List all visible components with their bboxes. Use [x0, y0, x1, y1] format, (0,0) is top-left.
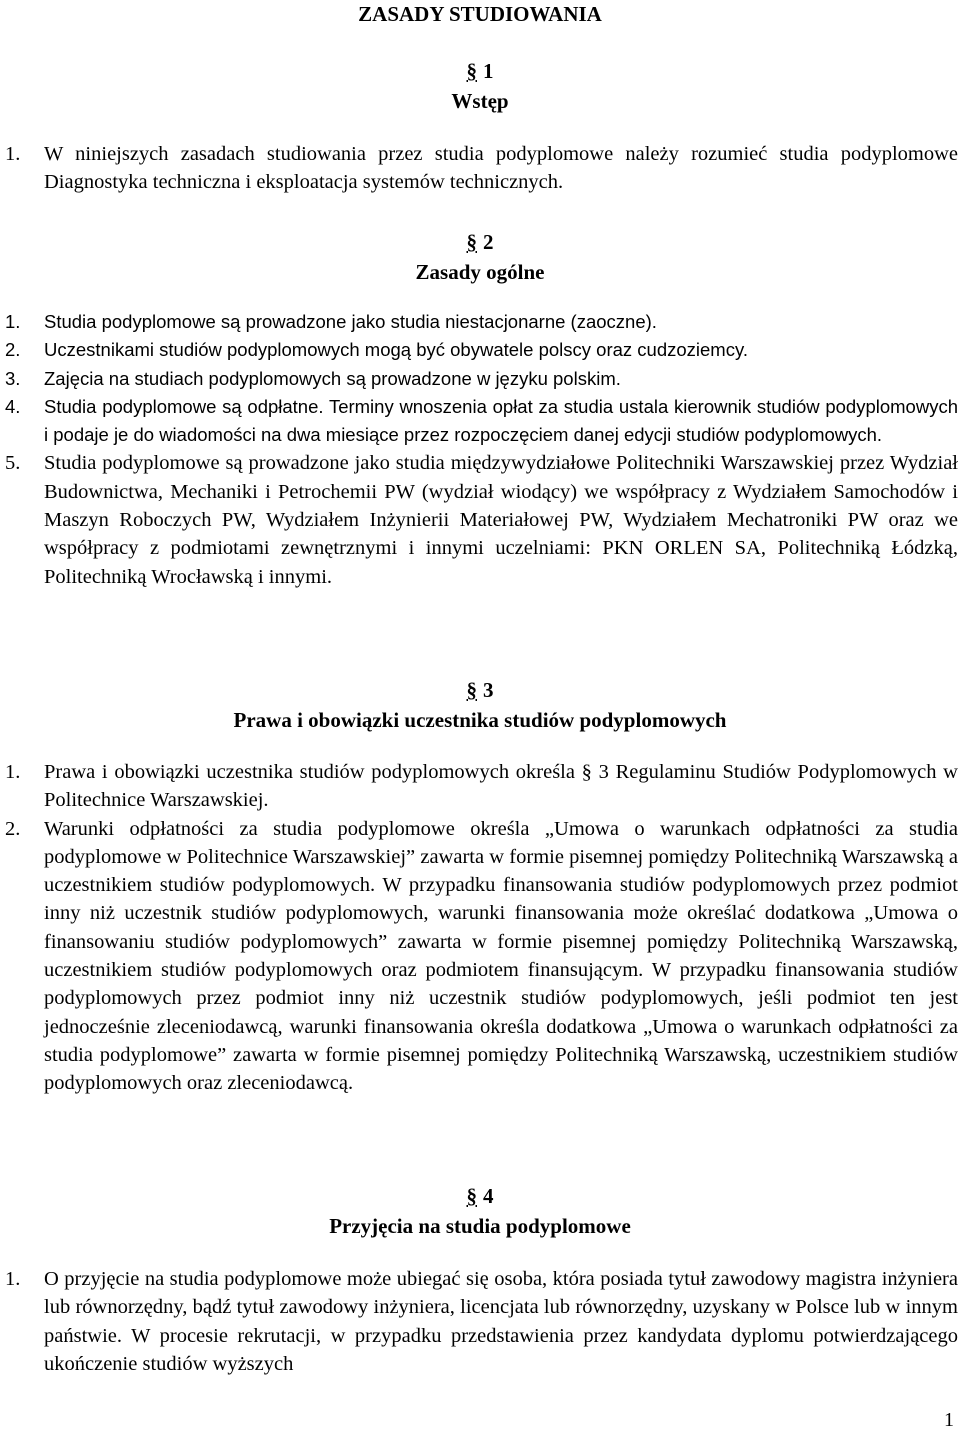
- list-item: [5, 365, 958, 393]
- item-number: 4.: [5, 395, 21, 417]
- page-number: 1: [944, 1408, 954, 1431]
- item-number: 1.: [5, 143, 21, 165]
- item-text: Studia podyplomowe są prowadzone jako studia niestacjonarne (zaoczne).: [44, 311, 657, 332]
- item-text: Uczestnikami studiów podyplomowych mogą być obywatele polscy oraz cudzoziemcy.: [44, 339, 748, 361]
- section-3-header: [0, 675, 960, 735]
- item-text: Studia podyplomowe są odpłatne. Terminy wnoszenia opłat za studia ustala kierownik studiów podyplomowych i podaje je do wiadomości na dwa miesiące przez rozpoczęciem danej edycji studiów podyplomowych.: [44, 395, 958, 446]
- item-text: W niniejszych zasadach studiowania przez studia podyplomowe należy rozumieć studia podyplomowe Diagnostyka techniczna i eksploatacja systemów technicznych.: [44, 143, 958, 194]
- item-number: 5.: [5, 452, 21, 475]
- item-number: 1.: [5, 1268, 21, 1290]
- list-item: [5, 1265, 958, 1378]
- item-number: 1.: [5, 761, 21, 783]
- item-number: 2.: [5, 817, 21, 840]
- section-1-list: [5, 140, 958, 197]
- section-2-heading: Zasady ogólne: [415, 260, 545, 284]
- section-3-list: [5, 758, 958, 1098]
- item-number: 3.: [5, 367, 21, 389]
- list-item: [5, 393, 958, 450]
- section-4-heading: Przyjęcia na studia podyplomowe: [329, 1214, 631, 1238]
- section-4-number: § 4: [466, 1184, 494, 1208]
- section-sign: §: [466, 678, 477, 702]
- section-1-heading: Wstęp: [451, 89, 509, 113]
- item-text: Zajęcia na studiach podyplomowych są prowadzone w języku polskim.: [44, 367, 621, 389]
- section-3-heading: Prawa i obowiązki uczestnika studiów podyplomowych: [233, 708, 727, 732]
- item-number: 1.: [5, 311, 21, 332]
- list-item: [5, 308, 958, 336]
- section-3-number: § 3: [466, 678, 494, 702]
- list-item: [5, 758, 958, 815]
- section-sign: §: [466, 230, 477, 254]
- item-text: O przyjęcie na studia podyplomowe może ubiegać się osoba, która posiada tytuł zawodowy magistra inżyniera lub równorzędny, bądź tytuł zawodowy inżyniera, licencjata lub równorzędny, uzyskany w Polsce lub w innym państwie. W procesie rekrutacji, w przypadku przedstawienia przez kandydata dyplomu potwierdzającego ukończenie studiów wyższych: [44, 1268, 958, 1375]
- section-2-header: [0, 227, 960, 287]
- item-text: Warunki odpłatności za studia podyplomowe określa „Umowa o warunkach odpłatności za studia podyplomowe w Politechnice Warszawskiej” zawarta w formie pisemnej pomiędzy Politechniką Warszawską a uczestnikiem studiów podyplomowych. W przypadku finansowania studiów podyplomowych przez podmiot inny niż uczestnik studiów podyplomowych, warunki finansowania może określać dodatkowa „Umowa o finansowaniu studiów podyplomowych” zawarta w formie pisemnej pomiędzy Politechniką Warszawską, uczestnikiem studiów podyplomowych oraz podmiotem finansującym. W przypadku finansowania studiów podyplomowych przez podmiot inny niż uczestnik studiów podyplomowych, jeśli podmiot ten jest jednocześnie zleceniodawcą, warunki finansowania określa dodatkowa „Umowa o warunkach odpłatności za studia podyplomowe” zawarta w formie pisemnej pomiędzy Politechniką Warszawską, uczestnikiem studiów podyplomowych oraz zleceniodawcą.: [44, 817, 958, 1095]
- section-1-header: [0, 56, 960, 116]
- list-item: [5, 140, 958, 197]
- item-text: Studia podyplomowe są prowadzone jako studia międzywydziałowe Politechniki Warszawskiej przez Wydział Budownictwa, Mechaniki i Petrochemii PW (wydział wiodący) we współpracy z Wydziałem Samochodów i Maszyn Roboczych PW, Wydziałem Inżynierii Materiałowej PW, Wydziałem Mechatroniki PW oraz we współpracy z podmiotami zewnętrznymi i innymi uczelniami: PKN ORLEN SA, Politechniką Łódzką, Politechniką Wrocławską i innymi.: [44, 452, 958, 588]
- item-text: Prawa i obowiązki uczestnika studiów podyplomowych określa § 3 Regulaminu Studiów Podyplomowych w Politechnice Warszawskiej.: [44, 761, 958, 812]
- section-4-list: [5, 1265, 958, 1378]
- document-title: ZASADY STUDIOWANIA: [358, 2, 602, 26]
- item-number: 2.: [5, 339, 21, 361]
- list-item: [5, 336, 958, 364]
- section-1-number: § 1: [466, 59, 494, 83]
- section-2-list: [5, 308, 958, 591]
- list-item: [5, 449, 958, 590]
- section-4-header: [0, 1181, 960, 1241]
- list-item: [5, 815, 958, 1098]
- section-2-number: § 2: [466, 230, 494, 254]
- section-sign: §: [466, 59, 477, 83]
- section-sign: §: [466, 1184, 477, 1208]
